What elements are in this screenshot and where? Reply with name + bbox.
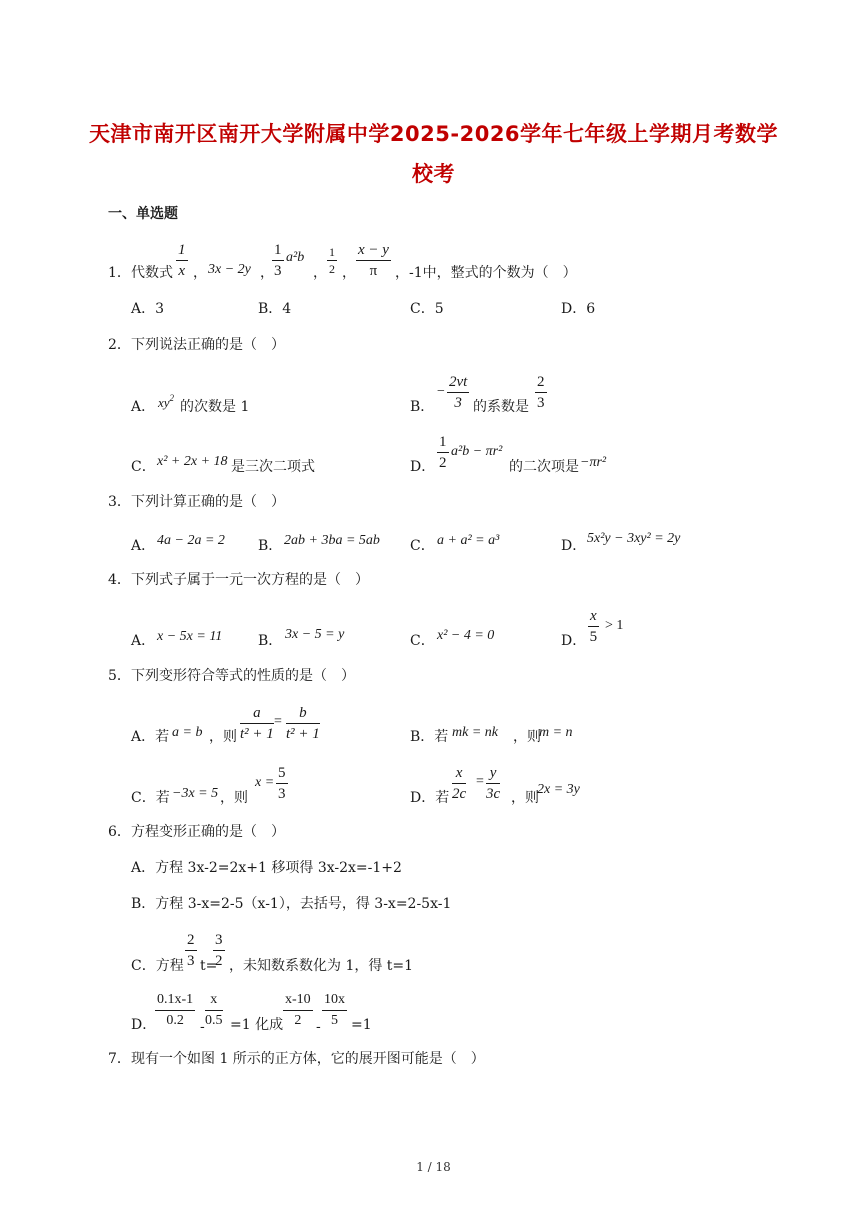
q6-d-frac-4: $\frac{10x}{5}$ (324, 992, 345, 1028)
q3-c-expr: a + a² = a³ (437, 533, 500, 548)
q5-b-label: B．若 (410, 729, 449, 745)
q4-number: 4． (108, 572, 131, 588)
q2-a-label: A． (131, 399, 156, 415)
q6-d-minus-2: - (316, 1019, 321, 1035)
q5-a-eq: = (274, 714, 282, 729)
q2-number: 2． (108, 337, 131, 353)
q2-text: 下列说法正确的是（ ） (131, 337, 285, 353)
q3-d-label: D． (561, 538, 587, 554)
q2-a-text: 的次数是 1 (180, 399, 250, 415)
q3-b-label: B． (258, 538, 283, 554)
q5-b-then: ，则 (513, 729, 541, 745)
q5-b-result: m = n (539, 725, 573, 740)
q4-d-tail: > 1 (605, 618, 624, 633)
q2-b-minus: − (437, 384, 445, 399)
q6-d-end: =1 (351, 1017, 372, 1033)
q4-d-frac: $\frac{x}{5}$ (589, 608, 598, 645)
q3-a-label: A． (131, 538, 156, 554)
q5-a-then: ，则 (209, 729, 237, 745)
q1-frac-4: $\frac{1}{2}$ (329, 245, 335, 276)
q2-d-label: D． (410, 459, 436, 475)
q6-d-frac-3: $\frac{x-10}{2}$ (285, 992, 311, 1028)
q2-b-answer: $\frac{2}{3}$ (537, 374, 545, 411)
q5-text: 下列变形符合等式的性质的是（ ） (131, 668, 355, 684)
q1-frac-5: $\frac{x - y}{\pi}$ (358, 242, 389, 279)
q1-option-a: A．3 (131, 301, 165, 317)
q5-d-then: ，则 (511, 790, 539, 806)
q6-d-minus-1: - (200, 1019, 205, 1035)
q5-number: 5． (108, 668, 131, 684)
q2-a-expr: $xy^2$ (158, 393, 175, 410)
q1-expr-3-tail: a²b (286, 250, 305, 265)
q4-a-label: A． (131, 633, 156, 649)
q3-a-expr: 4a − 2a = 2 (157, 533, 225, 548)
q5-c-x: x = (255, 775, 275, 790)
page-title-line2: 校考 (412, 162, 455, 186)
q2-d-answer: −πr² (580, 455, 607, 470)
page-title-line1: 天津市南开区南开大学附属中学2025-2026学年七年级上学期月考数学 (88, 122, 779, 146)
q6-c-frac-2: $\frac{3}{2}$ (215, 932, 223, 969)
q6-text: 方程变形正确的是（ ） (131, 824, 285, 840)
q1-option-c: C．5 (410, 301, 444, 317)
q1-frac-3: $\frac{1}{3}$ (274, 242, 282, 279)
q5-c-cond: −3x = 5 (172, 786, 219, 801)
q4-d-label: D． (561, 633, 587, 649)
q4-c-label: C． (410, 633, 435, 649)
q5-d-result: 2x = 3y (537, 782, 580, 797)
q2-d-expr: a²b − πr² (451, 444, 503, 459)
q1-comma-4: ， (342, 265, 356, 281)
q5-a-label: A．若 (131, 729, 170, 745)
q5-c-frac: $\frac{5}{3}$ (278, 765, 286, 802)
q1-option-d: D．6 (561, 301, 596, 317)
q3-d-expr: 5x²y − 3xy² = 2y (587, 531, 681, 546)
q6-d-label: D． (131, 1017, 157, 1033)
q5-a-frac-1: $\frac{a}{\text{t² + 1}}$ (240, 705, 274, 742)
q6-option-a: A．方程 3x-2=2x+1 移项得 3x-2x=-1+2 (131, 860, 402, 876)
q6-d-frac-2: $\frac{x}{0.5}$ (205, 992, 223, 1028)
q4-b-expr: 3x − 5 = y (285, 627, 345, 642)
q3-c-label: C． (410, 538, 435, 554)
q4-c-expr: x² − 4 = 0 (437, 628, 495, 643)
q4-text: 下列式子属于一元一次方程的是（ ） (131, 572, 369, 588)
q1-comma-2: ， (260, 265, 274, 281)
q6-c-frac-1: $\frac{2}{3}$ (187, 932, 195, 969)
q6-c-t: t= (200, 958, 218, 974)
q2-d-text: 的二次项是 (509, 459, 579, 475)
section-heading: 一、单选题 (108, 206, 178, 222)
q2-c-expr: x² + 2x + 18 (157, 454, 228, 469)
q2-b-label: B． (410, 399, 435, 415)
q2-c-label: C． (131, 459, 156, 475)
q4-a-expr: x − 5x = 11 (157, 629, 223, 644)
q5-d-label: D．若 (410, 790, 450, 806)
q6-d-mid: =1 化成 (230, 1017, 284, 1033)
q2-c-text: 是三次二项式 (231, 459, 315, 475)
q1-number: 1． (108, 265, 131, 281)
q1-option-b: B．4 (258, 301, 292, 317)
q5-c-label: C．若 (131, 790, 170, 806)
q5-a-cond: a = b (172, 725, 203, 740)
q5-b-cond: mk = nk (452, 725, 498, 740)
q6-c-label: C．方程 (131, 958, 184, 974)
q5-d-frac-2: $\frac{y}{3c}$ (486, 765, 501, 802)
q3-number: 3． (108, 494, 131, 510)
q4-b-label: B． (258, 633, 283, 649)
q5-c-then: ，则 (220, 790, 248, 806)
q6-number: 6． (108, 824, 131, 840)
q2-d-frac: $\frac{1}{2}$ (439, 434, 447, 471)
q5-a-frac-2: $\frac{b}{\text{t² + 1}}$ (286, 705, 320, 742)
page-number: 1 / 18 (416, 1160, 451, 1174)
q7-number: 7． (108, 1051, 131, 1067)
q1-expr-2: 3x − 2y (208, 262, 251, 277)
q6-option-b: B．方程 3-x=2-5（x-1），去括号，得 3-x=2-5x-1 (131, 896, 452, 912)
q7-text: 现有一个如图 1 所示的正方体，它的展开图可能是（ ） (131, 1051, 485, 1067)
q6-c-text: ，未知数系数化为 1，得 t=1 (229, 958, 414, 974)
q1-comma-3: ， (313, 265, 327, 281)
q1-frac-1: $\frac{1}{x}$ (178, 242, 186, 279)
q2-b-frac: $\frac{2vt}{3}$ (449, 374, 468, 411)
q1-comma-1: ， (193, 265, 207, 281)
q3-text: 下列计算正确的是（ ） (131, 494, 285, 510)
q2-b-text: 的系数是 (473, 399, 529, 415)
q1-prefix: 代数式 (131, 265, 173, 281)
q6-d-frac-1: $\frac{0.1x-1}{0.2}$ (157, 992, 194, 1028)
q5-d-eq: = (476, 774, 484, 789)
q3-b-expr: 2ab + 3ba = 5ab (284, 533, 380, 548)
q1-suffix: ，-1中，整式的个数为（ ） (395, 265, 577, 281)
q5-d-frac-1: $\frac{x}{2c}$ (452, 765, 467, 802)
